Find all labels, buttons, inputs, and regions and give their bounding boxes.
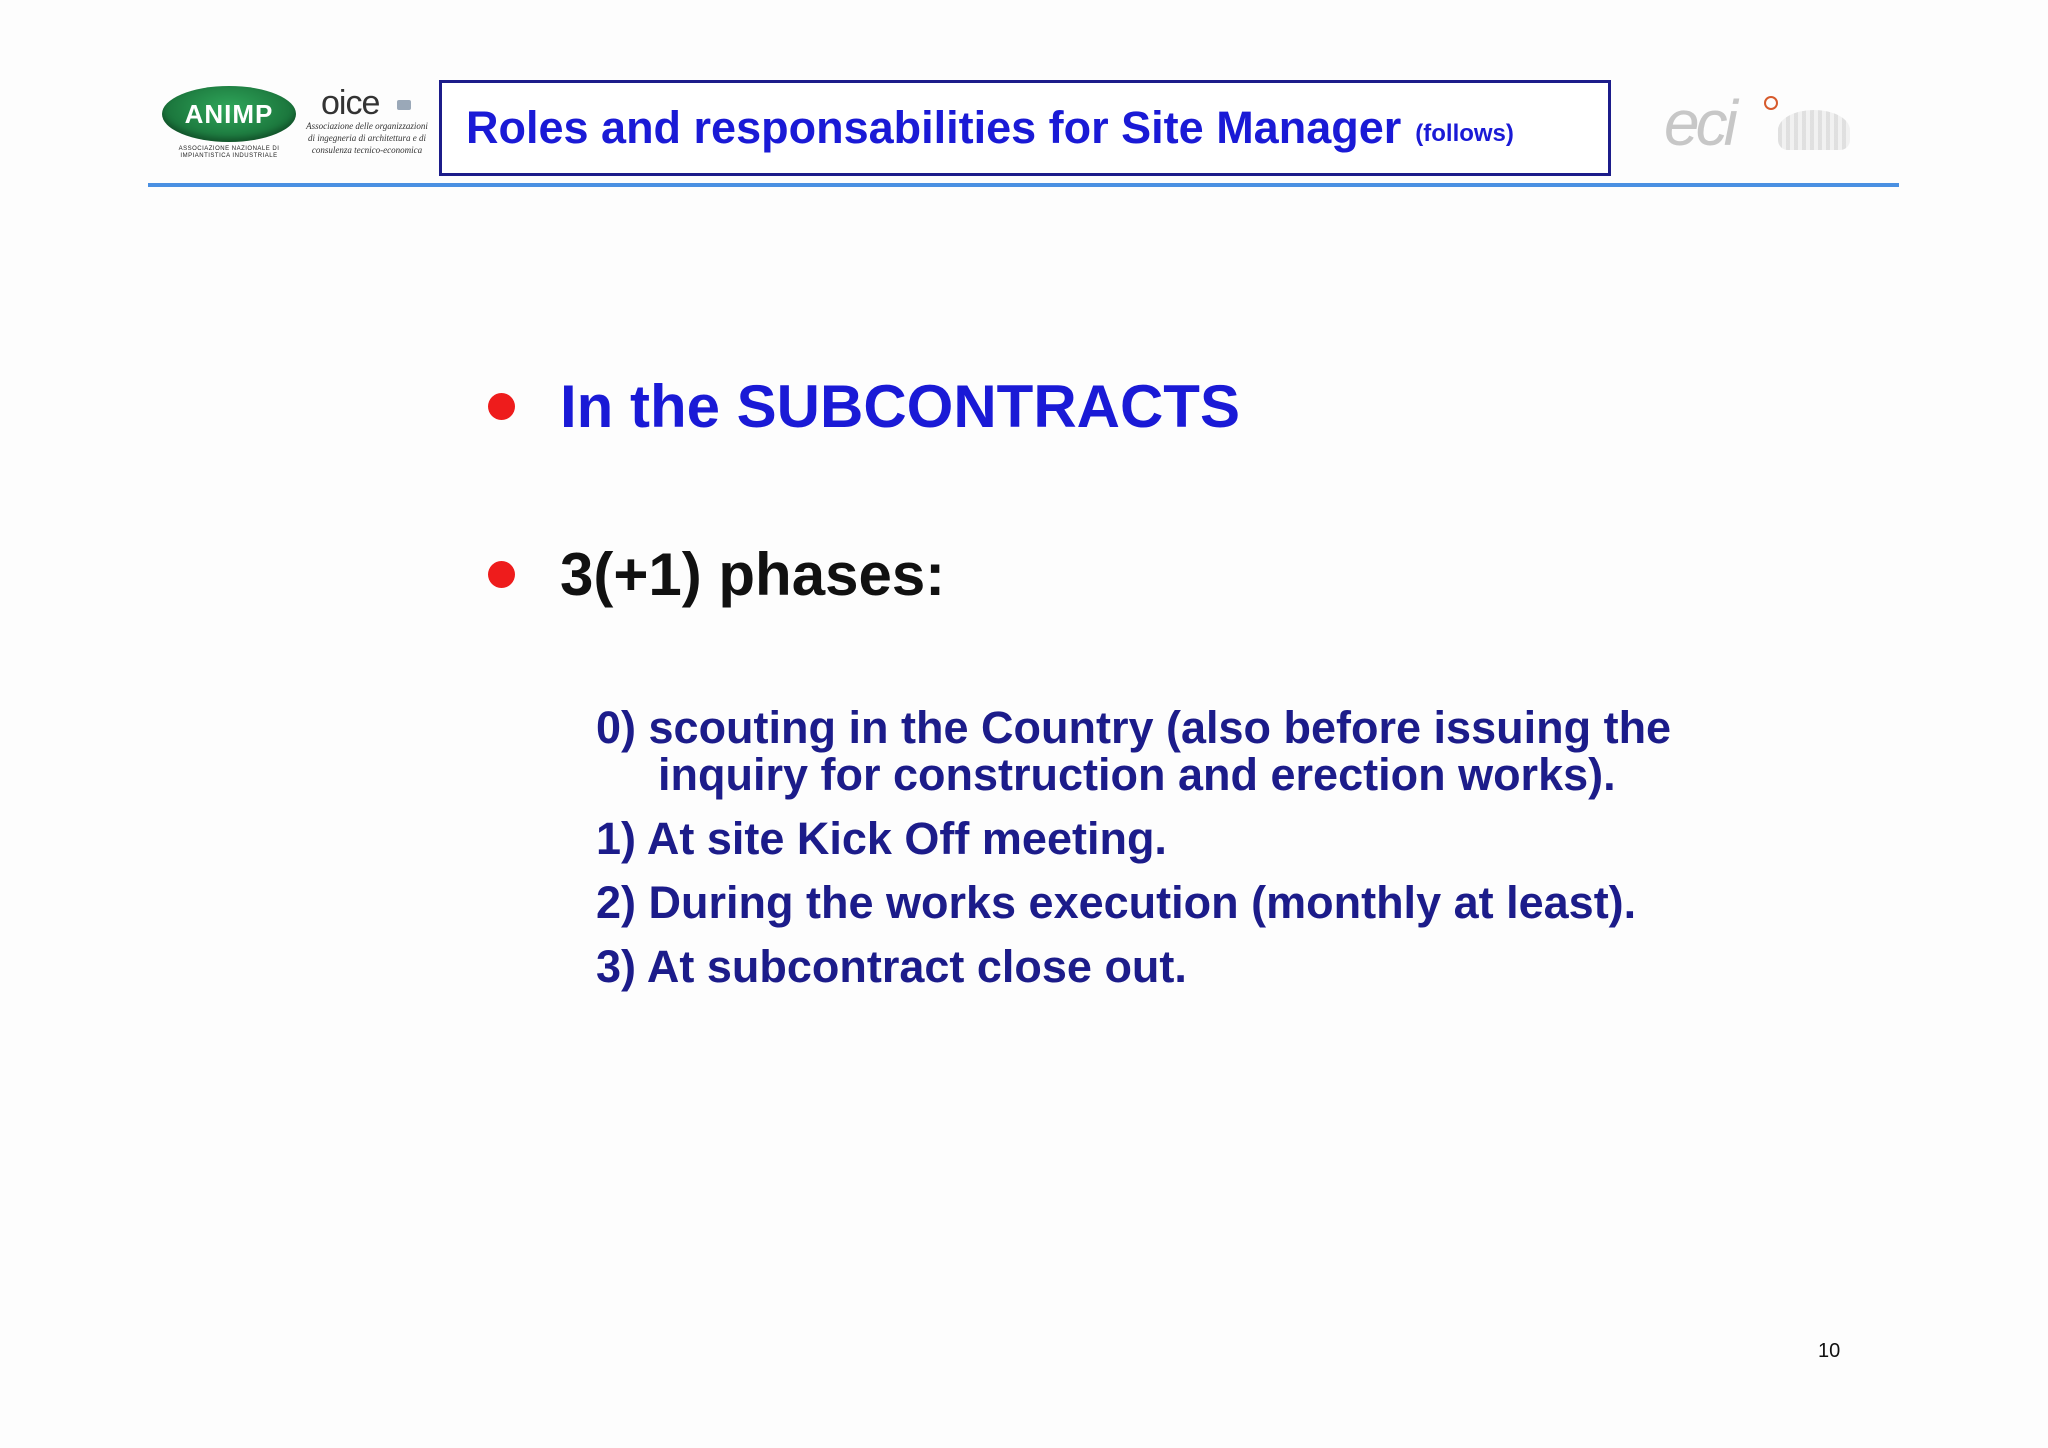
animp-logo-text: ANIMP bbox=[184, 98, 274, 129]
bullet-dot-icon bbox=[488, 561, 515, 588]
eci-logo bbox=[1660, 87, 1860, 159]
bullet-text: 3(+1) phases: bbox=[560, 541, 946, 608]
slide-title: Roles and responsabilities for Site Manager bbox=[466, 102, 1402, 153]
bullet-item-subcontracts bbox=[488, 372, 1240, 441]
bullet-dot-icon bbox=[488, 393, 515, 420]
oice-logo bbox=[305, 86, 429, 160]
phases-list bbox=[596, 704, 1736, 1007]
animp-logo-oval bbox=[162, 86, 296, 142]
animp-logo-subtext: ASSOCIAZIONE NAZIONALE DI IMPIANTISTICA INDUSTRIALE bbox=[178, 146, 280, 159]
slide-title-suffix: (follows) bbox=[1415, 120, 1514, 147]
globe-icon bbox=[1778, 110, 1850, 150]
header-divider bbox=[148, 183, 1899, 187]
animp-logo bbox=[162, 86, 296, 158]
slide-title-box bbox=[439, 80, 1611, 176]
phase-item-1: 1) At site Kick Off meeting. bbox=[596, 813, 1167, 864]
phase-item-2: 2) During the works execution (monthly at least). bbox=[596, 877, 1637, 928]
page-number: 10 bbox=[1818, 1340, 1841, 1362]
bullet-text: In the SUBCONTRACTS bbox=[560, 373, 1240, 440]
phase-item-0: 0) scouting in the Country (also before issuing the inquiry for construction and erection works). bbox=[596, 702, 1672, 800]
oice-logo-subtext: Associazione delle organizzazioni di ingegneria di architettura e di consulenza tecnico-economica bbox=[306, 121, 428, 155]
eci-logo-text: eci bbox=[1664, 87, 1734, 159]
oice-mark-icon bbox=[397, 100, 411, 110]
eci-dot-icon bbox=[1764, 96, 1778, 110]
bullet-item-phases bbox=[488, 540, 945, 609]
phase-item-3: 3) At subcontract close out. bbox=[596, 941, 1187, 992]
oice-logo-text: oice bbox=[321, 84, 380, 122]
